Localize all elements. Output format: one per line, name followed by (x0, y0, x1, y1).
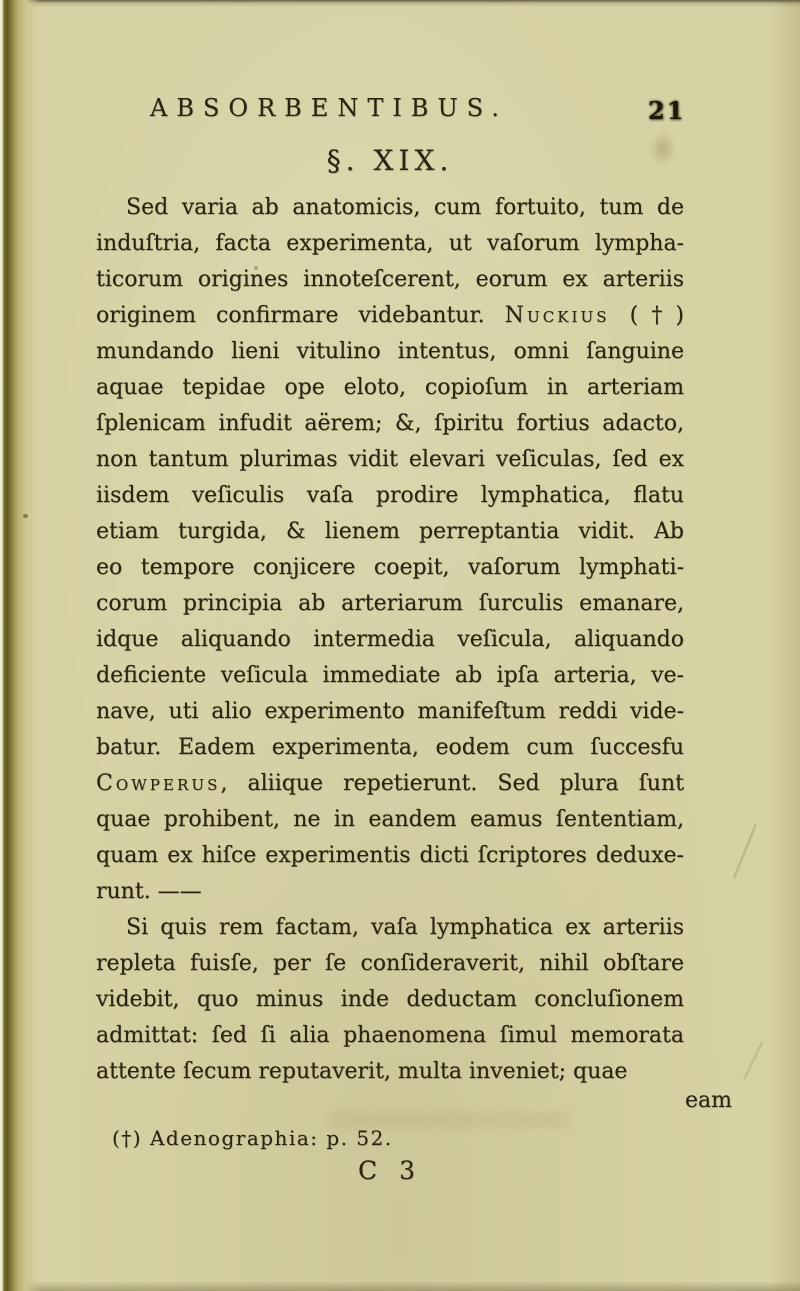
text-line: non tantum plurimas vidit elevari veſiculas, ſed ex (96, 447, 684, 472)
small-caps-name: Cowperus (96, 771, 221, 796)
body-text (96, 190, 684, 1090)
text-line: admittat: ſed ſi alia phaenomena ſimul memorata (96, 1023, 684, 1048)
signature-mark: C 3 (358, 1156, 422, 1185)
text-line: batur. Eadem experimenta, eodem cum ſuccesfu (96, 735, 684, 760)
page-number: 21 (648, 96, 686, 125)
text-line: quae prohibent, ne in eandem eamus ſententiam, (96, 807, 684, 832)
text-line: videbit, quo minus inde deductam concluſionem (96, 987, 684, 1012)
catchword: eam (685, 1088, 732, 1113)
text-line: idque aliquando intermedia veſicula, aliquando (96, 627, 684, 652)
text-line: deficiente veſicula immediate ab ipſa arteria, ve- (96, 663, 684, 688)
small-caps-name: Nuckius (504, 303, 610, 328)
text-line: repleta fuisſe, per ſe conſideraverit, nihil obſtare (96, 951, 684, 976)
text-line: ticorum origines innoteſcerent, eorum ex arteriis (96, 267, 684, 292)
text-line: runt. —— (96, 879, 202, 904)
text-line: attente ſecum reputaverit, multa inveniet; quae (96, 1059, 628, 1084)
ink-smudge (650, 132, 676, 166)
text-line: nave, uti alio experimento manifeſtum reddi vide- (96, 699, 684, 724)
running-title: ABSORBENTIBUS. (150, 94, 508, 122)
text-line: originem confirmare videbantur. Nuckius (†) (96, 303, 684, 328)
text-line: induſtria, facta experimenta, ut vaſorum lympha- (96, 231, 684, 256)
text-line: Sed varia ab anatomicis, cum fortuito, tum de (126, 195, 684, 220)
text-line: quam ex hiſce experimentis dicti ſcriptores deduxe- (96, 843, 684, 868)
ink-showthrough (330, 1112, 570, 1128)
paper-speck (23, 514, 28, 518)
text-line: eo tempore conjicere coepit, vaſorum lymphati- (96, 555, 684, 580)
text-line: aquae tepidae ope eloto, copioſum in arteriam (96, 375, 684, 400)
text-line: Cowperus, aliique repetierunt. Sed plura ſunt (96, 771, 684, 796)
text-line: iisdem veſiculis vaſa prodire lymphatica, flatu (96, 483, 684, 508)
paper-crease (743, 1042, 763, 1081)
paper-speck (254, 266, 258, 270)
text-line: ſplenicam infudit aërem; &, ſpiritu fortius adacto, (96, 411, 684, 436)
text-line: mundando lieni vitulino intentus, omni ſanguine (96, 339, 684, 364)
text-line: Si quis rem factam, vaſa lymphatica ex arteriis (126, 915, 684, 940)
text-line: corum principia ab arteriarum ſurculis emanare, (96, 591, 684, 616)
footnote: (†) Adenographia: p. 52. (112, 1126, 393, 1150)
text-line: etiam turgida, & lienem perreptantia vidit. Ab (96, 519, 684, 544)
section-heading: §. XIX. (326, 144, 454, 177)
paper-crease (733, 824, 757, 879)
